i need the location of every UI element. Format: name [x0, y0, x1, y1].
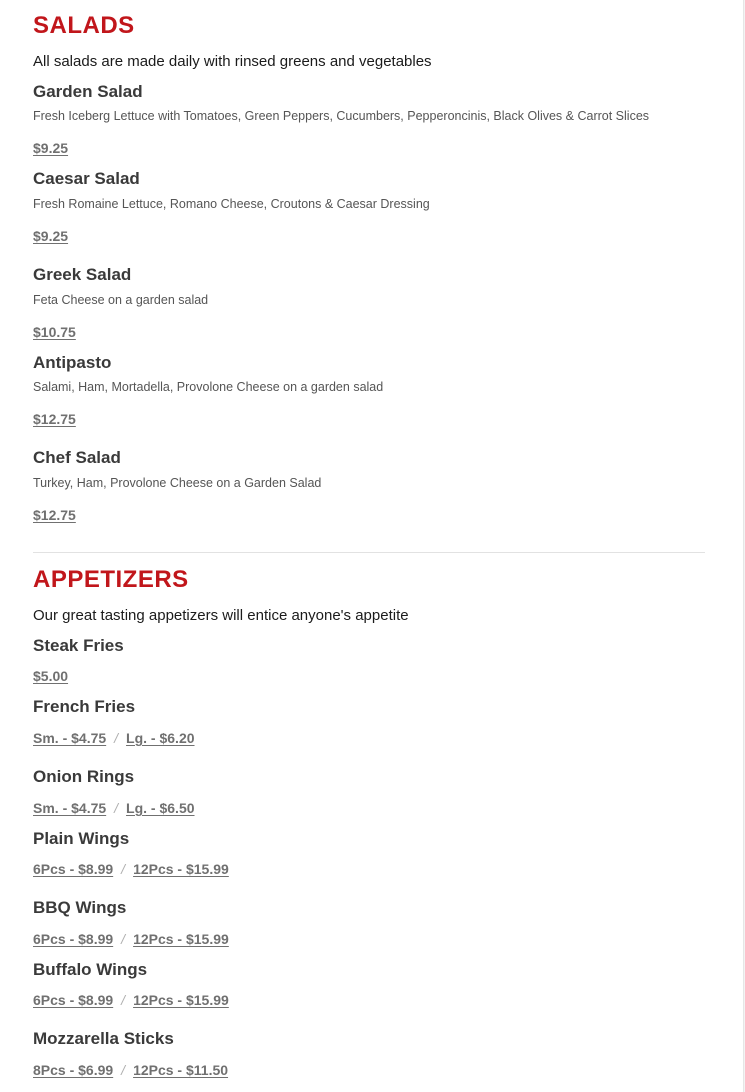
price-row — [33, 931, 229, 947]
price-row — [33, 668, 68, 684]
appetizers-section-description: Our great tasting appetizers will entice anyone's appetite — [33, 607, 409, 624]
item-description: Feta Cheese on a garden salad — [33, 293, 209, 307]
price-link[interactable]: 12Pcs - $15.99 — [133, 861, 229, 877]
price-link[interactable]: 12Pcs - $15.99 — [133, 992, 229, 1008]
item-name: Mozzarella Sticks — [33, 1029, 174, 1048]
price-row — [33, 1062, 228, 1078]
salads-section-description: All salads are made daily with rinsed greens and vegetables — [33, 53, 432, 70]
price-link[interactable]: 12Pcs - $15.99 — [133, 931, 229, 947]
price-row — [33, 228, 68, 244]
price-row — [33, 730, 195, 746]
item-name: French Fries — [33, 697, 136, 716]
price-separator: / — [121, 1062, 126, 1078]
price-row — [33, 992, 229, 1008]
price-separator: / — [121, 861, 126, 877]
item-description: Fresh Iceberg Lettuce with Tomatoes, Green Peppers, Cucumbers, Pepperoncinis, Black Olives & Carrot Slices — [33, 109, 650, 123]
price-link[interactable]: Sm. - $4.75 — [33, 730, 107, 746]
item-name: Caesar Salad — [33, 169, 140, 188]
price-link[interactable]: 12Pcs - $11.50 — [133, 1062, 229, 1078]
item-description: Salami, Ham, Mortadella, Provolone Cheese on a garden salad — [33, 380, 384, 394]
price-link[interactable]: $12.75 — [33, 411, 76, 427]
price-link[interactable]: 6Pcs - $8.99 — [33, 992, 114, 1008]
price-link[interactable]: Lg. - $6.50 — [126, 800, 195, 816]
price-separator: / — [114, 730, 119, 746]
item-name: Onion Rings — [33, 767, 135, 786]
price-link[interactable]: $5.00 — [33, 668, 69, 684]
item-name: Greek Salad — [33, 265, 132, 284]
price-link[interactable]: Lg. - $6.20 — [126, 730, 195, 746]
price-row — [33, 800, 195, 816]
price-row — [33, 411, 76, 427]
item-name: BBQ Wings — [33, 898, 127, 917]
price-row — [33, 324, 76, 340]
item-name: Buffalo Wings — [33, 960, 148, 979]
appetizers-section-title: APPETIZERS — [33, 566, 189, 593]
item-name: Antipasto — [33, 353, 112, 372]
item-name: Steak Fries — [33, 636, 124, 655]
salads-section-title: SALADS — [33, 12, 135, 39]
price-row — [33, 140, 68, 156]
price-separator: / — [114, 800, 119, 816]
price-link[interactable]: 8Pcs - $6.99 — [33, 1062, 114, 1078]
price-separator: / — [121, 931, 126, 947]
price-link[interactable]: 6Pcs - $8.99 — [33, 931, 114, 947]
item-name: Chef Salad — [33, 448, 121, 467]
price-link[interactable]: $9.25 — [33, 228, 69, 244]
price-link[interactable]: $12.75 — [33, 507, 76, 523]
price-link[interactable]: $10.75 — [33, 324, 76, 340]
price-link[interactable]: 6Pcs - $8.99 — [33, 861, 114, 877]
item-description: Turkey, Ham, Provolone Cheese on a Garden Salad — [33, 476, 322, 490]
price-row — [33, 861, 229, 877]
price-link[interactable]: Sm. - $4.75 — [33, 800, 107, 816]
section-divider — [33, 552, 705, 553]
price-separator: / — [121, 992, 126, 1008]
item-name: Garden Salad — [33, 82, 143, 101]
price-link[interactable]: $9.25 — [33, 140, 69, 156]
item-description: Fresh Romaine Lettuce, Romano Cheese, Croutons & Caesar Dressing — [33, 197, 430, 211]
item-name: Plain Wings — [33, 829, 130, 848]
price-row — [33, 507, 76, 523]
